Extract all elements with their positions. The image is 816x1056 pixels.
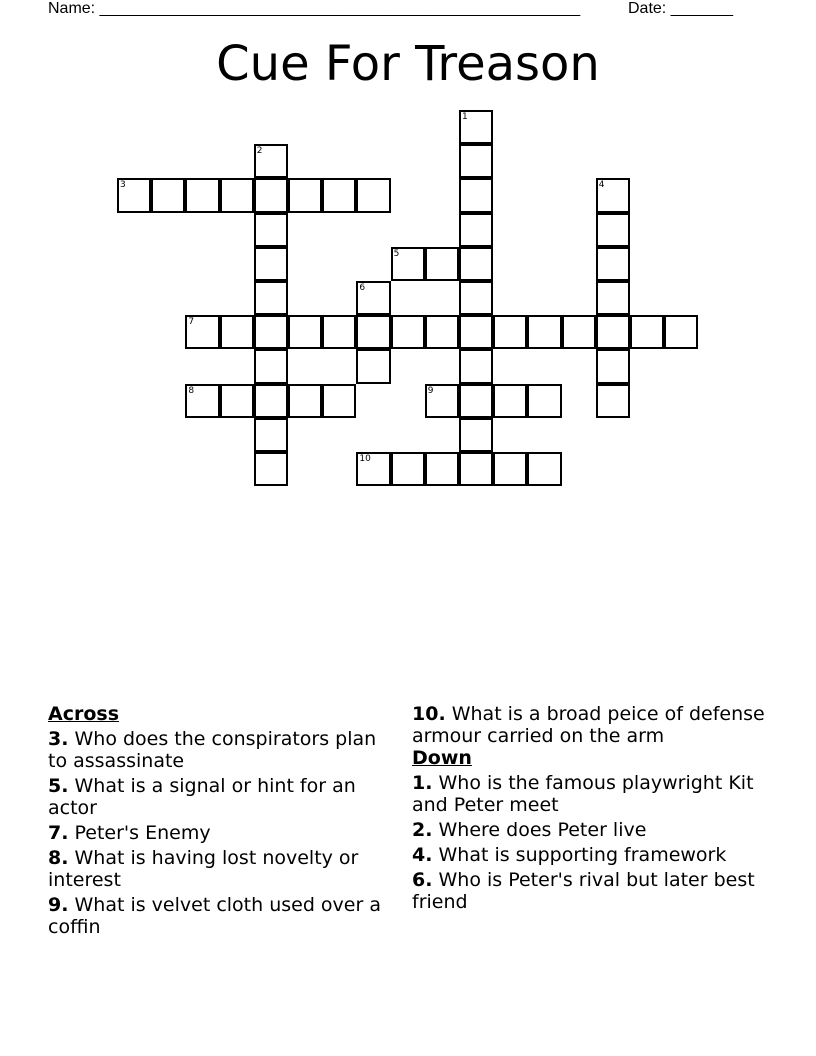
grid-cell[interactable]: [459, 213, 493, 247]
grid-cell-4[interactable]: [596, 178, 630, 212]
grid-cell[interactable]: [220, 315, 254, 349]
grid-cell[interactable]: [322, 384, 356, 418]
grid-cell[interactable]: [254, 213, 288, 247]
clue-text: What is a signal or hint for an actor: [48, 775, 356, 819]
clue-number: 6.: [412, 869, 433, 891]
grid-cell-10[interactable]: [356, 452, 390, 486]
grid-cell[interactable]: [630, 315, 664, 349]
clue-across-8: [48, 847, 388, 891]
grid-cell[interactable]: [664, 315, 698, 349]
across-heading: Across: [48, 703, 120, 725]
grid-cell[interactable]: [288, 384, 322, 418]
clue-number-label: 3: [120, 180, 126, 191]
grid-cell[interactable]: [254, 384, 288, 418]
clue-number: 4.: [412, 844, 433, 866]
grid-cell[interactable]: [459, 315, 493, 349]
grid-cell[interactable]: [254, 247, 288, 281]
clue-text: Where does Peter live: [438, 819, 647, 841]
grid-cell[interactable]: [459, 178, 493, 212]
grid-cell[interactable]: [493, 452, 527, 486]
grid-cell[interactable]: [596, 384, 630, 418]
grid-cell-2[interactable]: [254, 144, 288, 178]
grid-cell-5[interactable]: [391, 247, 425, 281]
clue-number: 10.: [412, 703, 446, 725]
clue-across-10: [412, 703, 782, 747]
grid-cell[interactable]: [254, 452, 288, 486]
grid-cell[interactable]: [459, 247, 493, 281]
clue-number: 3.: [48, 728, 69, 750]
grid-cell[interactable]: [220, 384, 254, 418]
grid-cell[interactable]: [596, 281, 630, 315]
grid-cell[interactable]: [596, 349, 630, 383]
clue-text: What is having lost novelty or interest: [48, 847, 359, 891]
grid-cell[interactable]: [322, 178, 356, 212]
grid-cell[interactable]: [527, 452, 561, 486]
clue-number-label: 6: [359, 283, 366, 293]
grid-cell[interactable]: [459, 349, 493, 383]
grid-cell[interactable]: [288, 178, 322, 212]
grid-cell-3[interactable]: [117, 178, 151, 212]
grid-cell[interactable]: [254, 281, 288, 315]
grid-cell[interactable]: [596, 315, 630, 349]
grid-cell[interactable]: [493, 315, 527, 349]
clue-number: 2.: [412, 819, 433, 841]
clue-down-4: [412, 844, 782, 866]
grid-cell[interactable]: [322, 315, 356, 349]
grid-cell[interactable]: [425, 247, 459, 281]
grid-cell[interactable]: [459, 144, 493, 178]
grid-cell[interactable]: [562, 315, 596, 349]
clue-across-7: [48, 822, 388, 844]
clue-across-5: [48, 775, 388, 819]
date-field[interactable]: Date: _______: [628, 0, 733, 17]
grid-cell-8[interactable]: [185, 384, 219, 418]
grid-cell[interactable]: [493, 384, 527, 418]
grid-cell[interactable]: [254, 349, 288, 383]
clue-down-6: [412, 869, 782, 913]
grid-cell[interactable]: [254, 178, 288, 212]
clue-number-label: 2: [256, 146, 263, 157]
grid-cell[interactable]: [151, 178, 185, 212]
clue-number-label: 10: [359, 454, 371, 464]
clue-number: 1.: [412, 772, 433, 794]
clue-across-3: [48, 728, 388, 772]
grid-cell[interactable]: [288, 315, 322, 349]
clue-number: 9.: [48, 894, 69, 916]
grid-cell-7[interactable]: [185, 315, 219, 349]
clues-column-right: [412, 703, 782, 913]
grid-cell[interactable]: [527, 315, 561, 349]
clue-across-9: [48, 894, 388, 938]
clue-number-label: 4: [598, 180, 605, 191]
clue-text: What is velvet cloth used over a coffin: [48, 894, 381, 938]
crossword-grid: [0, 0, 816, 500]
clues-column-left: [48, 703, 388, 938]
clue-down-1: [412, 772, 782, 816]
grid-cell-6[interactable]: [356, 281, 390, 315]
clue-number-label: 8: [188, 385, 195, 396]
grid-cell[interactable]: [459, 281, 493, 315]
clue-down-2: [412, 819, 782, 841]
clue-text: Who is the famous playwright Kit and Peter meet: [412, 772, 754, 816]
grid-cell[interactable]: [185, 178, 219, 212]
grid-cell-1[interactable]: [459, 110, 493, 144]
grid-cell[interactable]: [425, 315, 459, 349]
grid-cell[interactable]: [220, 178, 254, 212]
clue-text: Who is Peter's rival but later best friend: [412, 869, 755, 913]
grid-cell[interactable]: [596, 247, 630, 281]
name-field[interactable]: Name: ______________________________________________________: [48, 0, 581, 17]
grid-cell[interactable]: [459, 384, 493, 418]
clue-number: 7.: [48, 822, 69, 844]
clue-number-label: 9: [427, 385, 434, 396]
clue-text: What is supporting framework: [438, 844, 727, 866]
grid-cell[interactable]: [459, 452, 493, 486]
grid-cell[interactable]: [356, 349, 390, 383]
page-title: Cue For Treason: [216, 36, 600, 92]
grid-cell[interactable]: [459, 418, 493, 452]
grid-cell-9[interactable]: [425, 384, 459, 418]
down-heading: Down: [412, 747, 472, 769]
clue-number-label: 7: [188, 317, 195, 328]
grid-cell[interactable]: [527, 384, 561, 418]
clue-text: Peter's Enemy: [74, 822, 211, 844]
grid-cell[interactable]: [596, 213, 630, 247]
grid-cell[interactable]: [356, 178, 390, 212]
grid-cell[interactable]: [391, 315, 425, 349]
clue-number: 5.: [48, 775, 69, 797]
grid-cell[interactable]: [254, 315, 288, 349]
grid-cell[interactable]: [425, 452, 459, 486]
grid-cell[interactable]: [391, 452, 425, 486]
grid-cell[interactable]: [356, 315, 390, 349]
clue-number-label: 1: [462, 112, 468, 122]
clue-number: 8.: [48, 847, 69, 869]
clue-text: What is a broad peice of defense armour carried on the arm: [412, 703, 765, 747]
grid-cell[interactable]: [254, 418, 288, 452]
clue-text: Who does the conspirators plan to assassinate: [48, 728, 377, 772]
clue-number-label: 5: [393, 248, 400, 259]
